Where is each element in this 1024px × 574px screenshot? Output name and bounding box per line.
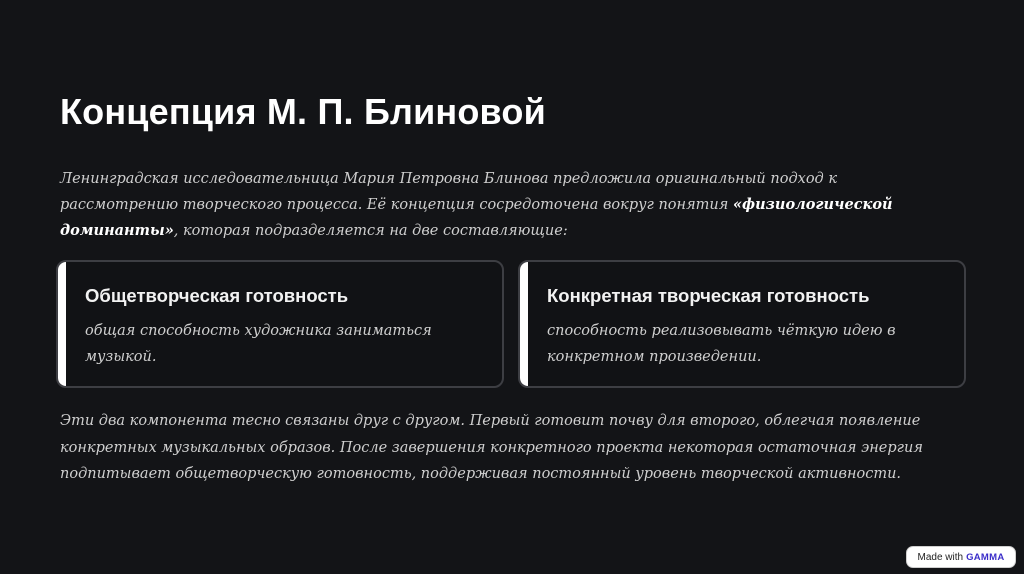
intro-paragraph [60,166,940,244]
card-general-readiness [56,260,504,388]
intro-text-before: Ленинградская исследовательница Мария Петровна Блинова предложила оригинальный подход к рассмотрению творческого процесса. Её концепция сосредоточена вокруг понятия [60,171,838,213]
card-text: общая способность художника заниматься музыкой. [85,323,432,365]
slide-title: Концепция М. П. Блиновой [60,91,546,132]
card-accent-bar [520,262,528,386]
card-text: способность реализовывать чёткую идею в конкретном произведении. [547,323,896,365]
made-with-gamma-badge[interactable] [906,546,1016,568]
card-heading: Конкретная творческая готовность [547,285,870,306]
card-accent-bar [58,262,66,386]
badge-prefix: Made with [917,551,964,563]
card-specific-readiness [518,260,966,388]
outro-paragraph: Эти два компонента тесно связаны друг с другом. Первый готовит почву для второго, облегчая появление конкретных музыкальных образов. После завершения конкретного проекта некоторая остаточная энергия подпитывает общетворческую готовность, поддерживая постоянный уровень творческой активности. [60,413,923,482]
card-heading: Общетворческая готовность [85,285,349,306]
gamma-logo: GAMMA [966,551,1005,563]
intro-text-after: , которая подразделяется на две составляющие: [173,223,568,239]
intro-emphasis: «физиологической доминанты» [60,196,893,239]
